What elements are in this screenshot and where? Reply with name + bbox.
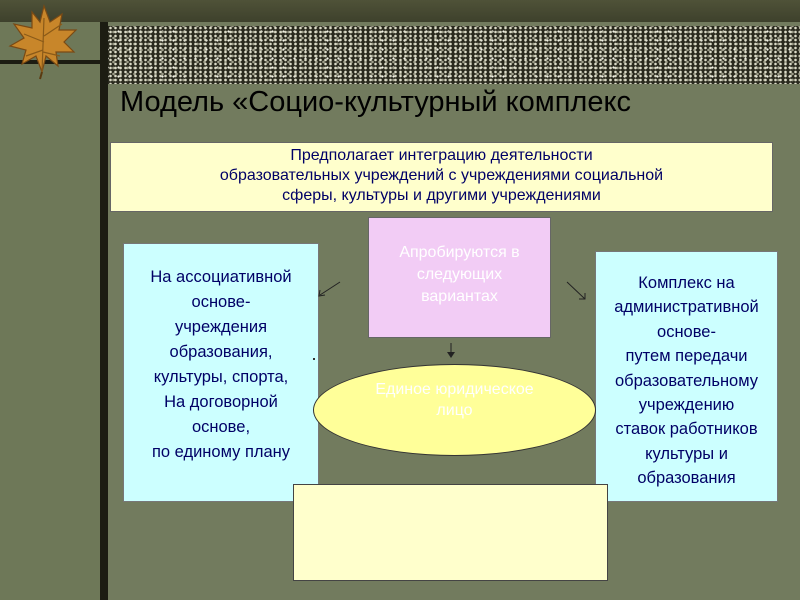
textured-banner — [108, 26, 800, 84]
associative-basis-box — [123, 243, 319, 502]
single-legal-entity-ellipse — [313, 364, 596, 456]
vertical-divider — [100, 22, 108, 600]
administrative-basis-box — [595, 251, 778, 502]
administrative-line: образования — [637, 469, 736, 488]
associative-line: образования, — [169, 343, 273, 361]
arrow-down-left-icon — [316, 280, 342, 298]
variants-line: следующих — [416, 266, 503, 283]
arrow-down-right-icon — [565, 280, 589, 302]
integration-description-box — [110, 142, 773, 212]
description-line: сферы, культуры и другими учреждениями — [282, 187, 601, 204]
administrative-line: образовательному — [614, 371, 759, 390]
slide-title: Модель «Социо-культурный комплекс — [120, 86, 631, 118]
associative-line: На ассоциативной — [150, 268, 292, 286]
variants-box — [368, 217, 551, 338]
administrative-line: учреждению — [638, 396, 735, 415]
ellipse-line: Единое юридическое — [375, 381, 534, 398]
empty-placeholder-box — [293, 484, 608, 581]
autumn-leaf-icon — [4, 0, 84, 80]
left-sidebar-bar — [0, 22, 100, 600]
variants-line: вариантах — [421, 288, 498, 305]
administrative-line: основе- — [657, 322, 716, 341]
top-bar — [0, 0, 800, 22]
ellipse-line: лицо — [436, 402, 473, 419]
administrative-line: путем передачи — [625, 347, 748, 366]
administrative-line: культуры и — [645, 444, 728, 463]
variants-line: Апробируются в — [399, 244, 520, 261]
associative-line: основе, — [191, 418, 251, 436]
administrative-line: ставок работников — [615, 420, 758, 439]
description-line: Предполагает интеграцию деятельности — [290, 147, 593, 164]
administrative-line: Комплекс на — [638, 274, 735, 292]
associative-line: На договорной — [164, 393, 278, 411]
arrow-down-icon — [444, 342, 458, 360]
stray-dot — [313, 358, 315, 360]
associative-line: основе- — [191, 293, 251, 311]
associative-line: культуры, спорта, — [153, 368, 289, 386]
associative-line: по единому плану — [151, 443, 291, 461]
associative-line: учреждения — [174, 318, 268, 336]
administrative-line: административной — [614, 298, 759, 317]
description-line: образовательных учреждений с учреждениями социальной — [219, 167, 664, 184]
